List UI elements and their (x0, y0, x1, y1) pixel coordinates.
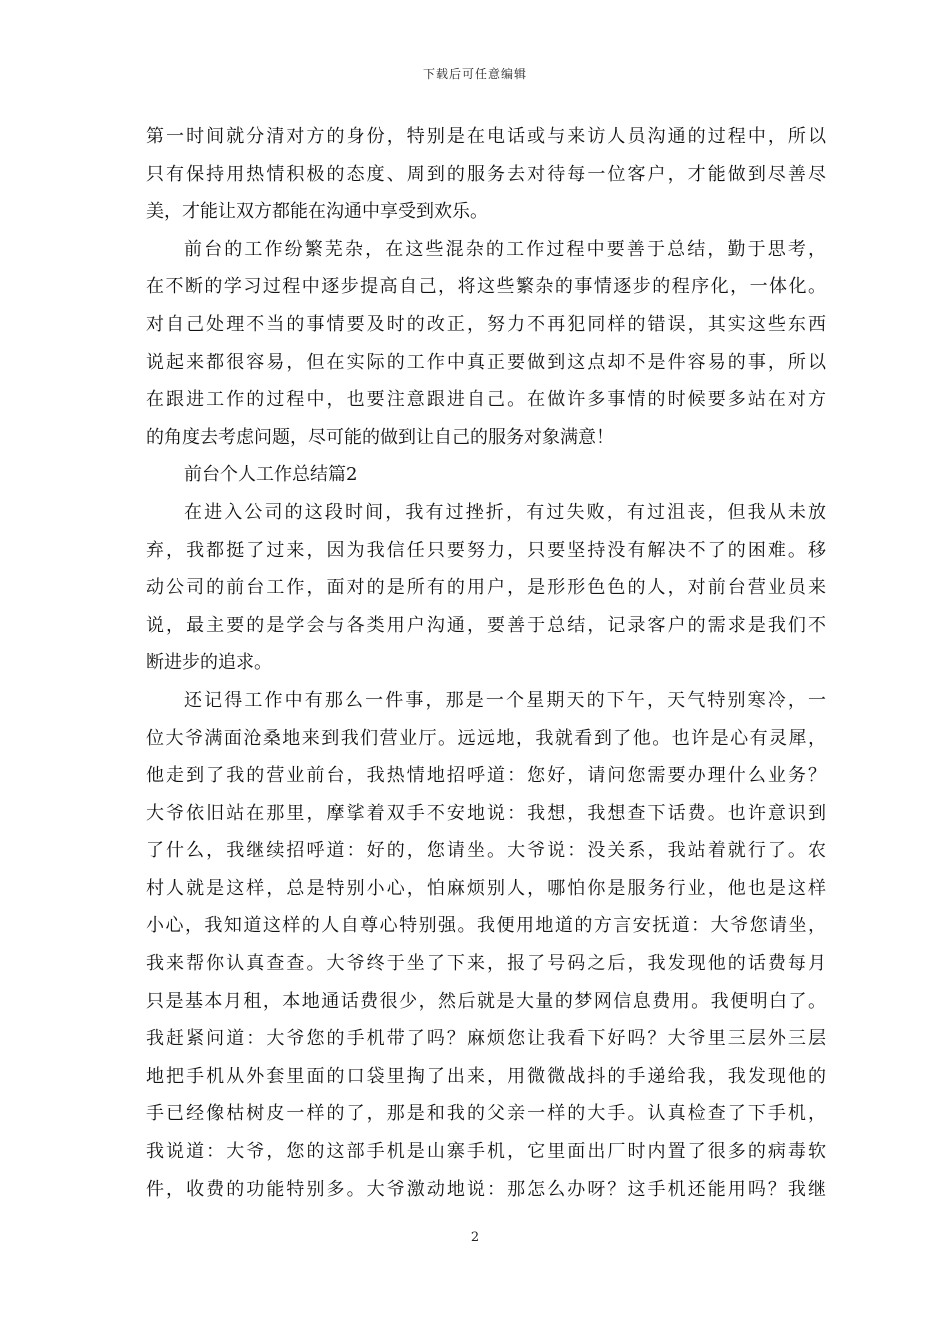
text-line: 第一时间就分清对方的身份，特别是在电话或与来访人员沟通的过程中，所以 (146, 126, 826, 147)
text-line: 他走到了我的营业前台，我热情地招呼道：您好，请问您需要办理什么业务？ (146, 765, 826, 787)
text-line: 只是基本月租，本地通话费很少，然后就是大量的梦网信息费用。我便明白了。 (146, 990, 826, 1012)
text-line: 地把手机从外套里面的口袋里掏了出来，用微微战抖的手递给我，我发现他的 (146, 1065, 826, 1087)
text-line: 小心，我知道这样的人自尊心特别强。我便用地道的方言安抚道：大爷您请坐， (146, 915, 826, 937)
text-line: 手已经像枯树皮一样的了，那是和我的父亲一样的大手。认真检查了下手机， (146, 1103, 826, 1125)
text-line: 说起来都很容易，但在实际的工作中真正要做到这点却不是件容易的事，所以 (146, 351, 826, 373)
text-line: 我赶紧问道：大爷您的手机带了吗？麻烦您让我看下好吗？大爷里三层外三层 (146, 1028, 826, 1050)
text-line: 美，才能让双方都能在沟通中享受到欢乐。 (146, 201, 488, 223)
page-header-note: 下载后可任意编辑 (422, 67, 527, 81)
text-line: 断进步的追求。 (146, 652, 272, 674)
document-body (146, 118, 826, 1208)
text-line: 的角度去考虑问题，尽可能的做到让自己的服务对象满意！ (146, 426, 614, 448)
text-line: 只有保持用热情积极的态度、周到的服务去对待每一位客户，才能做到尽善尽 (146, 163, 826, 185)
text-line: 了什么，我继续招呼道：好的，您请坐。大爷说：没关系，我站着就行了。农 (146, 840, 826, 862)
text-line: 还记得工作中有那么一件事，那是一个星期天的下午，天气特别寒冷，一 (184, 689, 826, 711)
text-line: 我来帮你认真查查。大爷终于坐了下来，报了号码之后，我发现他的话费每月 (146, 953, 826, 975)
text-line: 件，收费的功能特别多。大爷激动地说：那怎么办呀？这手机还能用吗？我继 (146, 1178, 826, 1200)
text-line: 在不断的学习过程中逐步提高自己，将这些繁杂的事情逐步的程序化，一体化。 (146, 276, 826, 298)
section-heading: 前台个人工作总结篇2 (184, 464, 358, 486)
page-number: 2 (470, 1230, 480, 1245)
text-line: 大爷依旧站在那里，摩挲着双手不安地说：我想，我想查下话费。也许意识到 (146, 802, 826, 824)
text-line: 我说道：大爷，您的这部手机是山寨手机，它里面出厂时内置了很多的病毒软 (146, 1141, 826, 1163)
text-line: 前台的工作纷繁芜杂，在这些混杂的工作过程中要善于总结，勤于思考， (184, 238, 826, 260)
text-line: 弃，我都挺了过来，因为我信任只要努力，只要坚持没有解决不了的困难。移 (146, 539, 826, 561)
text-line: 位大爷满面沧桑地来到我们营业厅。远远地，我就看到了他。也许是心有灵犀， (146, 727, 826, 749)
text-line: 在跟进工作的过程中，也要注意跟进自己。在做许多事情的时候要多站在对方 (146, 389, 826, 411)
text-line: 对自己处理不当的事情要及时的改正，努力不再犯同样的错误，其实这些东西 (146, 313, 826, 335)
text-line: 村人就是这样，总是特别小心，怕麻烦别人，哪怕你是服务行业，他也是这样 (146, 877, 826, 899)
text-line: 动公司的前台工作，面对的是所有的用户，是形形色色的人，对前台营业员来 (146, 577, 826, 599)
text-line: 在进入公司的这段时间，我有过挫折，有过失败，有过沮丧，但我从未放 (184, 501, 826, 523)
text-line: 说，最主要的是学会与各类用户沟通，要善于总结，记录客户的需求是我们不 (146, 614, 826, 636)
